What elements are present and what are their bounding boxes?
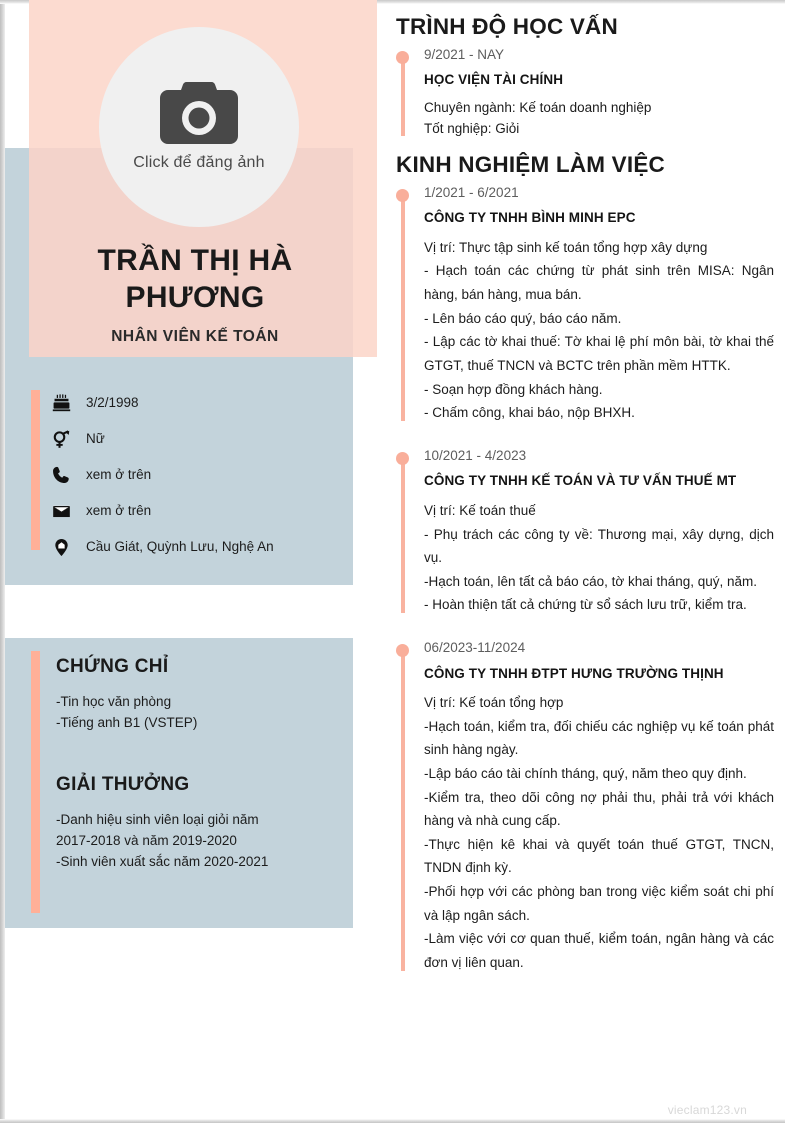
education-detail-line: Chuyên ngành: Kế toán doanh nghiệp <box>424 99 652 115</box>
camera-icon <box>160 82 238 144</box>
awards-line: -Sinh viên xuất sắc năm 2020-2021 <box>56 853 269 869</box>
experience-detail-line: - Phụ trách các công ty về: Thương mại, xây dựng, dịch vụ. <box>424 526 774 566</box>
photo-upload-area[interactable] <box>99 27 299 227</box>
photo-upload-label: Click để đăng ảnh <box>133 154 265 171</box>
education-detail-line: Tốt nghiệp: Giỏi <box>424 120 520 136</box>
awards-heading: GIẢI THƯỞNG <box>56 774 190 795</box>
contact-list <box>50 392 340 572</box>
education-date: 9/2021 - NAY <box>424 46 505 62</box>
awards-line: 2017-2018 và năm 2019-2020 <box>56 832 237 848</box>
map-pin-icon <box>50 536 72 558</box>
candidate-job-title: NHÂN VIÊN KẾ TOÁN <box>111 328 279 346</box>
experience-detail-line: -Làm việc với cơ quan thuế, kiểm toán, ngân hàng và các đơn vị liên quan. <box>424 931 774 970</box>
certificates-line: -Tin học văn phòng <box>56 694 172 709</box>
education-heading: TRÌNH ĐỘ HỌC VẤN <box>396 14 618 39</box>
watermark: vieclam123.vn <box>667 1103 747 1117</box>
experience-detail-line: -Thực hiện kê khai và quyết toán thuế GTGT, TNCN, TNDN định kỳ. <box>424 836 774 876</box>
certificates-section <box>56 656 336 734</box>
candidate-name: TRẦN THỊ HÀ PHƯƠNG <box>97 244 293 314</box>
experience-detail-line: - Hạch toán các chứng từ phát sinh trên MISA: Ngân hàng, bán hàng, mua bán. <box>424 263 774 303</box>
experience-date: 1/2021 - 6/2021 <box>424 184 519 200</box>
contact-item-gender <box>50 428 340 450</box>
birthday-cake-icon <box>50 392 72 414</box>
phone-icon <box>50 464 72 486</box>
experience-entry <box>396 639 774 975</box>
experience-detail <box>424 499 774 617</box>
contact-value: Cầu Giát, Quỳnh Lưu, Nghệ An <box>86 539 274 555</box>
contact-accent-bar <box>31 390 40 550</box>
page-edge-bottom <box>0 1119 785 1123</box>
awards-section <box>56 774 336 873</box>
envelope-icon <box>50 500 72 522</box>
experience-detail-line: - Hoàn thiện tất cả chứng từ sổ sách lưu trữ, kiểm tra. <box>424 597 747 613</box>
experience-detail-line: -Hạch toán, lên tất cả báo cáo, tờ khai tháng, quý, năm. <box>424 573 758 589</box>
education-organization: HỌC VIỆN TÀI CHÍNH <box>424 72 564 88</box>
gender-icon <box>50 428 72 450</box>
experience-detail-line: - Lập các tờ khai thuế: Tờ khai lệ phí môn bài, tờ khai thế GTGT, thuế TNCN và BCTC trên phần mềm HTTK. <box>424 334 774 373</box>
experience-detail-line: -Lập báo cáo tài chính tháng, quý, năm theo quy định. <box>424 765 747 781</box>
experience-detail-line: - Lên báo cáo quý, báo cáo năm. <box>424 310 622 326</box>
contact-value: xem ở trên <box>86 467 152 483</box>
certificates-accent-bar <box>31 651 40 771</box>
contact-value: 3/2/1998 <box>86 395 139 411</box>
contact-value: xem ở trên <box>86 503 152 519</box>
experience-detail <box>424 236 774 425</box>
experience-date: 10/2021 - 4/2023 <box>424 447 527 463</box>
experience-detail-line: -Kiểm tra, theo dõi công nợ phải thu, phải trả với khách hàng và nhà cung cấp. <box>424 789 774 829</box>
experience-detail-line: Vị trí: Thực tập sinh kế toán tổng hợp xây dựng <box>424 239 708 255</box>
experience-detail-line: - Chấm công, khai báo, nộp BHXH. <box>424 405 635 421</box>
awards-accent-bar <box>31 769 40 913</box>
contact-item-phone <box>50 464 340 486</box>
certificates-heading: CHỨNG CHỈ <box>56 656 169 677</box>
candidate-name-block <box>50 243 340 346</box>
experience-detail-line: Vị trí: Kế toán tổng hợp <box>424 695 564 711</box>
experience-organization: CÔNG TY TNHH BÌNH MINH EPC <box>424 210 636 226</box>
experience-organization: CÔNG TY TNHH KẾ TOÁN VÀ TƯ VẤN THUẾ MT <box>424 473 737 489</box>
certificates-line: -Tiếng anh B1 (VSTEP) <box>56 714 198 730</box>
experience-detail-line: -Phối hợp với các phòng ban trong việc kiểm soát chi phí và lập ngân sách. <box>424 884 774 923</box>
experience-entry <box>396 184 774 425</box>
contact-item-birthday <box>50 392 340 414</box>
education-detail <box>424 98 774 140</box>
experience-detail-line: -Hạch toán, kiểm tra, đối chiếu các nghiệp vụ kế toán phát sinh hàng ngày. <box>424 718 774 758</box>
experience-detail <box>424 691 774 975</box>
main-content-column <box>396 14 774 975</box>
contact-value: Nữ <box>86 431 105 447</box>
experience-detail-line: - Soạn hợp đồng khách hàng. <box>424 381 603 397</box>
education-entry <box>396 46 774 140</box>
contact-item-address <box>50 536 340 558</box>
awards-line: -Danh hiệu sinh viên loại giỏi năm <box>56 812 259 827</box>
contact-item-email <box>50 500 340 522</box>
experience-entry <box>396 447 774 617</box>
experience-detail-line: Vị trí: Kế toán thuế <box>424 502 536 518</box>
experience-organization: CÔNG TY TNHH ĐTPT HƯNG TRƯỜNG THỊNH <box>424 665 724 681</box>
experience-date: 06/2023-11/2024 <box>424 640 526 655</box>
experience-heading: KINH NGHIỆM LÀM VIỆC <box>396 151 666 177</box>
